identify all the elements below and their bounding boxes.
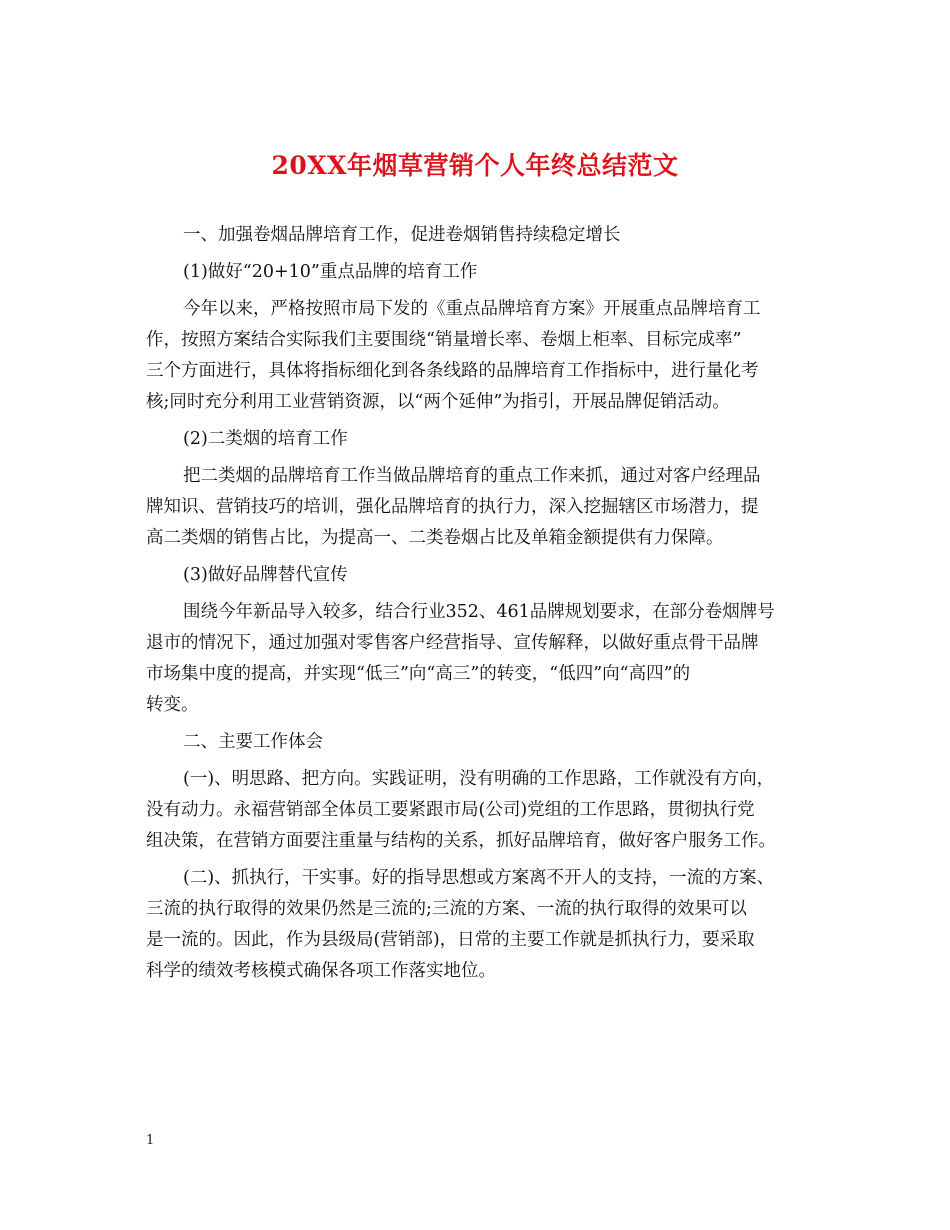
body-paragraph	[146, 863, 810, 987]
text-line: 高二类烟的销售占比，为提高一、二类卷烟占比及单箱金额提供有力保障。	[146, 528, 724, 548]
text-line: 核;同时充分利用工业营销资源，以“两个延伸”为指引，开展品牌促销活动。	[146, 392, 730, 412]
body-paragraph	[146, 461, 810, 554]
page-number: 1	[146, 1133, 155, 1148]
text-line: 牌知识、营销技巧的培训，强化品牌培育的执行力，深入挖掘辖区市场潜力，提	[146, 497, 759, 517]
text-line: (1)做好“20+10”重点品牌的培育工作	[183, 262, 478, 282]
subsection-heading	[146, 424, 810, 455]
text-line: 没有动力。永福营销部全体员工要紧跟市局(公司)党组的工作思路，贯彻执行党	[146, 800, 755, 820]
subsection-heading	[146, 560, 810, 591]
text-line: 今年以来，严格按照市局下发的《重点品牌培育方案》开展重点品牌培育工	[183, 299, 761, 319]
text-line: 二、主要工作体会	[183, 732, 323, 752]
text-line: (3)做好品牌替代宣传	[183, 565, 348, 585]
subsection-heading	[146, 257, 810, 288]
text-line: (一)、明思路、把方向。实践证明，没有明确的工作思路，工作就没有方向，	[183, 769, 775, 789]
body-paragraph	[146, 597, 810, 721]
body-paragraph	[146, 764, 810, 857]
section-heading	[146, 727, 810, 758]
text-line: 三流的执行取得的效果仍然是三流的;三流的方案、一流的执行取得的效果可以	[146, 899, 747, 919]
text-line: (2)二类烟的培育工作	[183, 429, 348, 449]
text-line: 把二类烟的品牌培育工作当做品牌培育的重点工作来抓，通过对客户经理品	[183, 466, 761, 486]
text-line: 是一流的。因此，作为县级局(营销部)，日常的主要工作就是抓执行力，要采取	[146, 930, 755, 950]
text-line: 市场集中度的提高，并实现“低三”向“高三”的转变，“低四”向“高四”的	[146, 664, 691, 684]
document-body	[146, 220, 810, 993]
text-line: 退市的情况下，通过加强对零售客户经营指导、宣传解释，以做好重点骨干品牌	[146, 633, 759, 653]
text-line: 一、加强卷烟品牌培育工作，促进卷烟销售持续稳定增长	[183, 225, 621, 245]
text-line: (二)、抓执行，干实事。好的指导思想或方案离不开人的支持，一流的方案、	[183, 868, 775, 888]
body-paragraph	[146, 294, 810, 418]
text-line: 围绕今年新品导入较多，结合行业352、461品牌规划要求，在部分卷烟牌号	[183, 602, 775, 622]
text-line: 组决策，在营销方面要注重量与结构的关系，抓好品牌培育，做好客户服务工作。	[146, 831, 776, 851]
text-line: 科学的绩效考核模式确保各项工作落实地位。	[146, 961, 496, 981]
text-line: 转变。	[146, 695, 199, 715]
text-line: 三个方面进行，具体将指标细化到各条线路的品牌培育工作指标中，进行量化考	[146, 361, 759, 381]
text-line: 作，按照方案结合实际我们主要围绕“销量增长率、卷烟上柜率、目标完成率”	[146, 330, 742, 350]
document-title: 20XX年烟草营销个人年终总结范文	[271, 151, 679, 180]
section-heading	[146, 220, 810, 251]
